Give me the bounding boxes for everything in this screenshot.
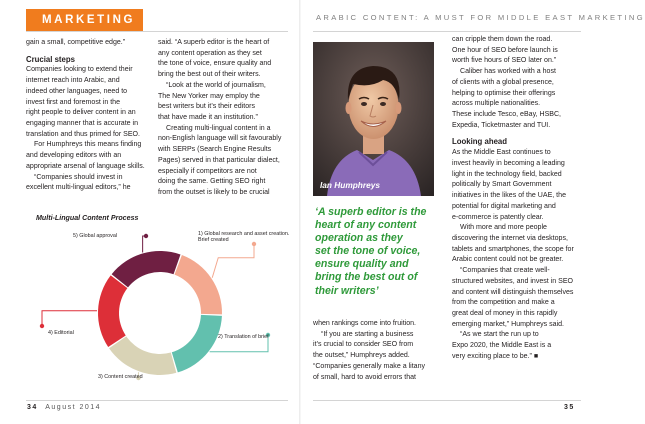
text-line: Arabic content could not be greater. bbox=[452, 256, 564, 264]
chart-category-label: 4) Editorial bbox=[48, 330, 74, 336]
text-line: “Companies that create well- bbox=[460, 267, 550, 275]
text-line: Expedia, Ticketmaster and TUI. bbox=[452, 121, 551, 129]
text-line: of clients with a global presence, bbox=[452, 78, 554, 86]
running-head: ARABIC CONTENT: A MUST FOR MIDDLE EAST MARKETING bbox=[316, 13, 645, 22]
text-line: discovering the internet via desktops, bbox=[452, 234, 568, 242]
pull-quote-line: ‘A superb editor is the bbox=[315, 206, 427, 218]
text-line: Caliber has worked with a host bbox=[460, 68, 556, 76]
section-tab: MARKETING bbox=[26, 9, 143, 31]
text-line: that have made it an institution.” bbox=[158, 114, 258, 122]
text-line: especially if competitors are not bbox=[158, 167, 257, 175]
text-line: said. “A superb editor is the heart of bbox=[158, 39, 270, 46]
photo-caption: Ian Humphreys bbox=[320, 180, 380, 190]
text-line: bring the best out of their writers. bbox=[158, 71, 261, 79]
text-line: appropriate arsenal of language skills. bbox=[26, 162, 145, 170]
text-line: internet reach into Arabic, and bbox=[26, 77, 120, 85]
text-line: great deal of money in this rapidly bbox=[452, 309, 558, 317]
text-line: very exciting place to be.” ■ bbox=[452, 352, 539, 360]
text-line: it’s crucial to consider SEO from bbox=[313, 341, 414, 349]
text-line: and developing editors with an bbox=[26, 152, 122, 160]
pull-quote-line: heart of any content bbox=[315, 219, 417, 232]
text-line: emerging market,” Humphreys said. bbox=[452, 320, 565, 328]
folio-right bbox=[564, 404, 575, 411]
bottom-rule-left bbox=[26, 400, 288, 401]
text-line: of small, hard to avoid errors that bbox=[313, 373, 417, 381]
text-line: and content will distinguish themselves bbox=[452, 288, 574, 296]
text-line: e-commerce is patently clear. bbox=[452, 213, 544, 221]
text-line: helping to optimise their offerings bbox=[452, 89, 556, 97]
chart-category-label: 5) Global approval bbox=[73, 233, 118, 239]
text-line: invest first and foremost in the bbox=[26, 98, 121, 106]
pull-quote-line: set the tone of voice, bbox=[315, 245, 421, 258]
issue-date: August 2014 bbox=[45, 404, 102, 411]
text-line: Companies looking to extend their bbox=[26, 66, 133, 74]
text-line: Creating multi-lingual content in a bbox=[166, 124, 271, 132]
text-line: light in the technology field, backed bbox=[452, 170, 562, 178]
donut-slice bbox=[172, 315, 222, 372]
portrait-illustration bbox=[313, 42, 434, 196]
text-line: With more and more people bbox=[460, 224, 547, 232]
chart-leader-line bbox=[42, 311, 97, 326]
chart-title: Multi-Lingual Content Process bbox=[36, 214, 139, 222]
subheading: Crucial steps bbox=[26, 54, 75, 64]
pull-quote-line: ensure quality and bbox=[315, 258, 409, 271]
text-line: “If you are starting a business bbox=[321, 330, 414, 338]
text-line: “As we start the run up to bbox=[460, 331, 539, 339]
text-line: Pages) served in that particular dialect, bbox=[158, 156, 280, 164]
text-line: with SERPs (Search Engine Results bbox=[158, 146, 272, 154]
text-line: The New Yorker may employ the bbox=[158, 92, 260, 100]
pull-quote-line: bring the best out of bbox=[315, 271, 418, 284]
chart-category-label: 2) Translation of brief bbox=[218, 334, 269, 340]
donut-slice bbox=[174, 255, 222, 314]
text-line: worth five hours of SEO later on.” bbox=[452, 57, 557, 65]
text-line: structured websites, and invest in SEO bbox=[452, 277, 574, 285]
text-line: tablets and smartphones, the scope for bbox=[452, 245, 574, 253]
text-line: For Humphreys this means finding bbox=[34, 141, 142, 149]
text-line: “Look at the world of journalism, bbox=[166, 81, 266, 89]
text-line: indeed other languages, need to bbox=[26, 87, 128, 95]
text-line: doing the same. Getting SEO right bbox=[158, 178, 266, 186]
text-line: Expo 2020, the Middle East is a bbox=[452, 342, 552, 350]
pull-quote-line: their writers’ bbox=[315, 284, 379, 297]
portrait-photo bbox=[313, 42, 434, 196]
text-line: any content operation as they set bbox=[158, 49, 262, 57]
text-line: excellent multi-lingual editors,” he bbox=[26, 184, 131, 192]
text-line: potential for digital marketing and bbox=[452, 202, 556, 210]
text-line: engaging manner that is accurate in bbox=[26, 120, 139, 128]
donut-slice bbox=[112, 251, 181, 287]
donut-chart bbox=[0, 0, 300, 400]
text-line: the tone of voice, ensure quality and bbox=[158, 60, 272, 68]
page-number-right: 35 bbox=[564, 404, 575, 411]
text-line: from the outset is likely to be crucial bbox=[158, 189, 270, 197]
subheading: Looking ahead bbox=[452, 137, 508, 147]
text-line: translation and thus primed for SEO. bbox=[26, 130, 140, 138]
text-line: These include Tesco, eBay, HSBC, bbox=[452, 111, 562, 119]
text-line: As the Middle East continues to bbox=[452, 149, 551, 157]
pull-quote-line: operation as they bbox=[315, 232, 403, 245]
text-line: politically by Smart Government bbox=[452, 181, 552, 189]
chart-leader-dot bbox=[40, 324, 44, 328]
page-number-left: 34 bbox=[27, 404, 38, 411]
text-line: across multiple nationalities. bbox=[452, 100, 541, 108]
article-column-3 bbox=[313, 319, 439, 383]
text-line: right people to deliver content in an bbox=[26, 109, 136, 117]
text-line: can cripple them down the road. bbox=[452, 36, 553, 43]
text-line: “Companies should invest in bbox=[34, 173, 123, 181]
chart-category-label: 3) Content created bbox=[98, 374, 143, 380]
chart-category-label: 1) Global research and asset creation. Brief created bbox=[198, 231, 290, 244]
text-line: non-English language will sit favourably bbox=[158, 135, 282, 143]
text-line: best writers but it’s their editors bbox=[158, 103, 255, 111]
text-line: “Companies generally make a litany bbox=[313, 362, 426, 370]
text-line: when rankings come into fruition. bbox=[313, 320, 417, 327]
text-line: gain a small, competitive edge.” bbox=[26, 39, 126, 46]
bottom-rule-right bbox=[313, 400, 581, 401]
text-line: from the competition and make a bbox=[452, 299, 555, 307]
text-line: initiatives in the likes of the UAE, the bbox=[452, 192, 566, 200]
top-rule-right bbox=[313, 31, 581, 32]
article-column-4 bbox=[452, 35, 588, 363]
pull-quote bbox=[315, 206, 440, 298]
text-line: invest heavily in becoming a leading bbox=[452, 159, 565, 167]
text-line: the outset,” Humphreys added. bbox=[313, 352, 410, 360]
folio-left bbox=[27, 404, 101, 411]
text-line: One hour of SEO before launch is bbox=[452, 46, 558, 54]
